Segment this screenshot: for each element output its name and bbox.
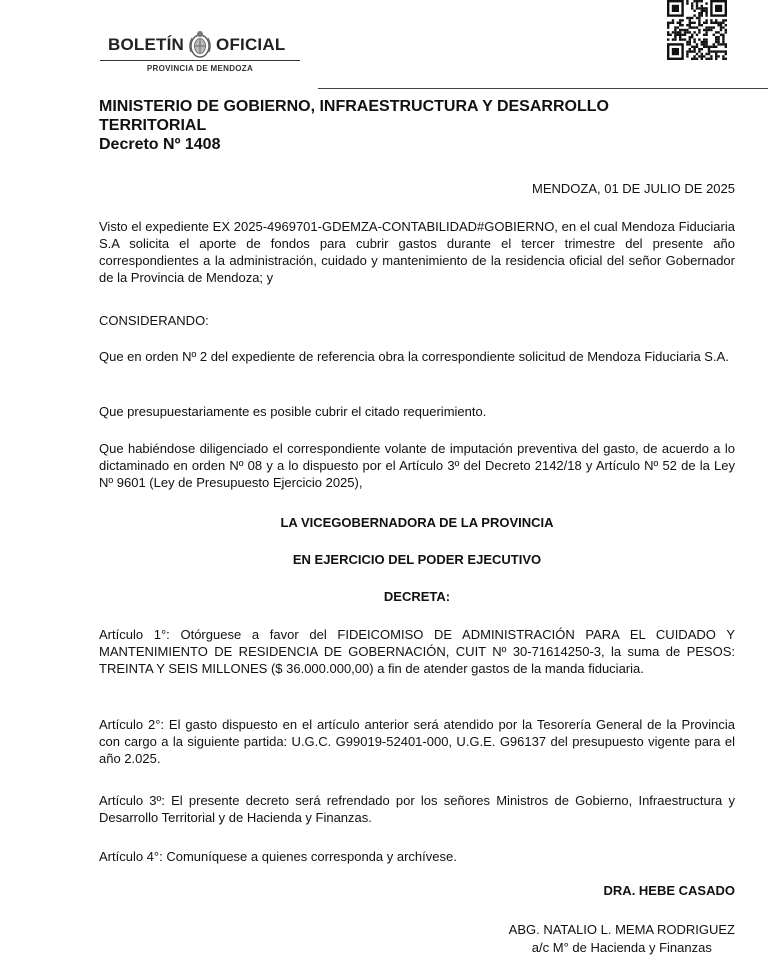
articulo-4: Artículo 4°: Comuníquese a quienes corresponda y archívese.: [99, 849, 457, 864]
considerando-heading: CONSIDERANDO:: [99, 313, 209, 328]
ministry-line-1: MINISTERIO DE GOBIERNO, INFRAESTRUCTURA Y DESARROLLO: [99, 98, 609, 115]
decreta-heading: DECRETA:: [383, 589, 451, 604]
considerando-paragraph-2: Que presupuestariamente es posible cubrir el citado requerimiento.: [99, 404, 487, 419]
brand-row: [108, 30, 285, 60]
signature-vicegobernadora: DRA. HEBE CASADO: [603, 883, 735, 898]
signature-ministro-role: a/c M° de Hacienda y Finanzas: [531, 940, 712, 955]
visto-paragraph: Visto el expediente EX 2025-4969701-GDEMZA-CONTABILIDAD#GOBIERNO, en el cual Mendoza Fiduciaria S.A solicita el aporte de fondos para cubrir gastos durante el tercer trimestre del presente año correspondientes a la administración, cuidado y mantenimiento de la residencia oficial del señor Gobernador de la Provincia de Mendoza; y: [99, 219, 735, 285]
decree-title: Decreto Nº 1408: [99, 136, 221, 153]
decree-date: MENDOZA, 01 DE JULIO DE 2025: [531, 181, 735, 196]
signature-ministro-name: ABG. NATALIO L. MEMA RODRIGUEZ: [508, 922, 735, 937]
masthead: [100, 18, 300, 78]
considerando-paragraph-1: Que en orden Nº 2 del expediente de referencia obra la correspondiente solicitud de Mendoza Fiduciaria S.A.: [99, 349, 729, 364]
header-divider: [318, 88, 768, 89]
articulo-3: Artículo 3º: El presente decreto será refrendado por los señores Ministros de Gobierno, Infraestructura y Desarrollo Territorial y de Hacienda y Finanzas.: [99, 793, 735, 825]
articulo-2: Artículo 2°: El gasto dispuesto en el artículo anterior será atendido por la Tesorería General de la Provincia con cargo a la siguiente partida: U.G.C. G99019-52401-000, U.G.E. G96137 del presupuesto vigente para el año 2.025.: [99, 717, 735, 766]
brand-divider: [100, 60, 300, 61]
considerando-paragraph-3: Que habiéndose diligenciado el correspondiente volante de imputación preventiva del gasto, de acuerdo a lo dictaminado en orden Nº 08 y a lo dispuesto por el Artículo 3º del Decreto 2142/18 y Artículo Nº 52 de la Ley Nº 9601 (Ley de Presupuesto Ejercicio 2025),: [99, 441, 735, 490]
brand-subtitle: PROVINCIA DE MENDOZA: [146, 64, 254, 73]
brand-right: OFICIAL: [216, 35, 286, 54]
signature-ministro: [509, 921, 735, 957]
articulo-1: Artículo 1°: Otórguese a favor del FIDEICOMISO DE ADMINISTRACIÓN PARA EL CUIDADO Y MANTENIMIENTO DE RESIDENCIA DE GOBERNACIÓN, CUIT Nº 30-71614250-3, la suma de PESOS: TREINTA Y SEIS MILLONES ($ 36.000.000,00) a fin de atender gastos de la manda fiduciaria.: [99, 627, 735, 676]
coat-of-arms-icon: [187, 30, 213, 60]
authority-line-1: LA VICEGOBERNADORA DE LA PROVINCIA: [280, 515, 554, 530]
brand-left: BOLETÍN: [108, 35, 185, 54]
ministry-heading: [99, 97, 679, 154]
authority-line-2: EN EJERCICIO DEL PODER EJECUTIVO: [292, 552, 542, 567]
ministry-line-2: TERRITORIAL: [99, 117, 207, 134]
qr-code-icon: [665, 0, 729, 60]
